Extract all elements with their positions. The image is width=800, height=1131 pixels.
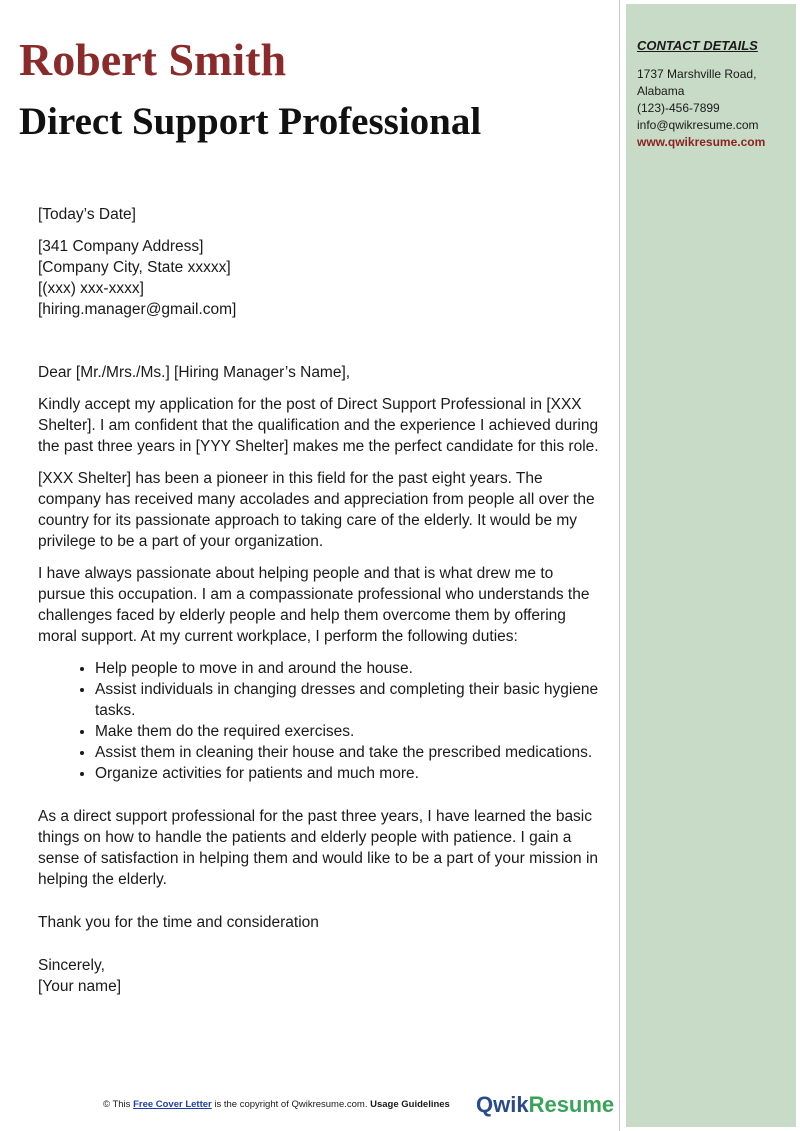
salutation: Dear [Mr./Mrs./Ms.] [Hiring Manager’s Name],	[38, 364, 351, 381]
copyright-footer	[103, 1099, 450, 1110]
footer-this: This	[112, 1099, 131, 1110]
contact-website[interactable]: www.qwikresume.com	[637, 135, 766, 149]
paragraph-motivation: I have always passionate about helping people and that is what drew me to pursue this occupation. I am a compassionate professional who understands the challenges faced by elderly people and help them overcome them by offering moral support. At my current workplace, I perform the following duties:	[38, 565, 590, 645]
thanks-line: Thank you for the time and consideration	[38, 914, 319, 931]
recipient-email: [hiring.manager@gmail.com]	[38, 301, 237, 318]
contact-email[interactable]: info@qwikresume.com	[637, 118, 759, 132]
duties-list	[38, 658, 603, 784]
list-item: • Assist them in cleaning their house and take the prescribed medications.	[95, 742, 603, 763]
paragraph-company: [XXX Shelter] has been a pioneer in this field for the past eight years. The company has received many accolades and appreciation from people all over the country for its passionate approach to taking care of the elderly. It would be my privilege to be a part of your organization.	[38, 470, 595, 550]
contact-details	[637, 66, 765, 151]
contact-address-line2: Alabama	[637, 84, 685, 98]
free-cover-letter-link[interactable]: Free Cover Letter	[133, 1099, 212, 1110]
logo-part-qwik: Qwik	[476, 1092, 529, 1117]
list-item: • Assist individuals in changing dresses and completing their basic hygiene tasks.	[95, 679, 603, 721]
paragraph-closing: As a direct support professional for the past three years, I have learned the basic things on how to handle the patients and elderly people with patience. I gain a sense of satisfaction in helping them and would like to be a part of your mission in helping the elderly.	[38, 808, 599, 888]
qwikresume-logo[interactable]	[476, 1092, 614, 1118]
job-title: Direct Support Professional	[19, 100, 482, 143]
applicant-name: Robert Smith	[19, 34, 287, 85]
list-item: • Help people to move in and around the house.	[95, 658, 603, 679]
contact-sidebar	[626, 4, 796, 1127]
list-item: • Organize activities for patients and much more.	[95, 763, 603, 784]
logo-part-resume: Resume	[528, 1092, 615, 1117]
recipient-phone: [(xxx) xxx-xxxx]	[38, 280, 144, 297]
paragraph-intro: Kindly accept my application for the post of Direct Support Professional in [XXX Shelter]. I am confident that the qualification and the experience I achieved during the past three years in [YYY Shelter] makes me the perfect candidate for this role.	[38, 396, 599, 455]
contact-heading: CONTACT DETAILS	[637, 38, 758, 53]
contact-phone: (123)-456-7899	[637, 101, 720, 115]
list-item: • Make them do the required exercises.	[95, 721, 603, 742]
signoff: Sincerely,	[38, 957, 105, 974]
footer-copyright-text: is the copyright of Qwikresume.com.	[214, 1099, 368, 1110]
letter-body	[38, 204, 603, 997]
letter-date: [Today’s Date]	[38, 206, 136, 223]
contact-address-line1: 1737 Marshville Road,	[637, 67, 757, 81]
recipient-address: [341 Company Address]	[38, 238, 204, 255]
usage-guidelines-link[interactable]: Usage Guidelines	[370, 1099, 450, 1110]
copyright-icon: ©	[103, 1099, 110, 1110]
signature: [Your name]	[38, 978, 122, 995]
recipient-city: [Company City, State xxxxx]	[38, 259, 231, 276]
